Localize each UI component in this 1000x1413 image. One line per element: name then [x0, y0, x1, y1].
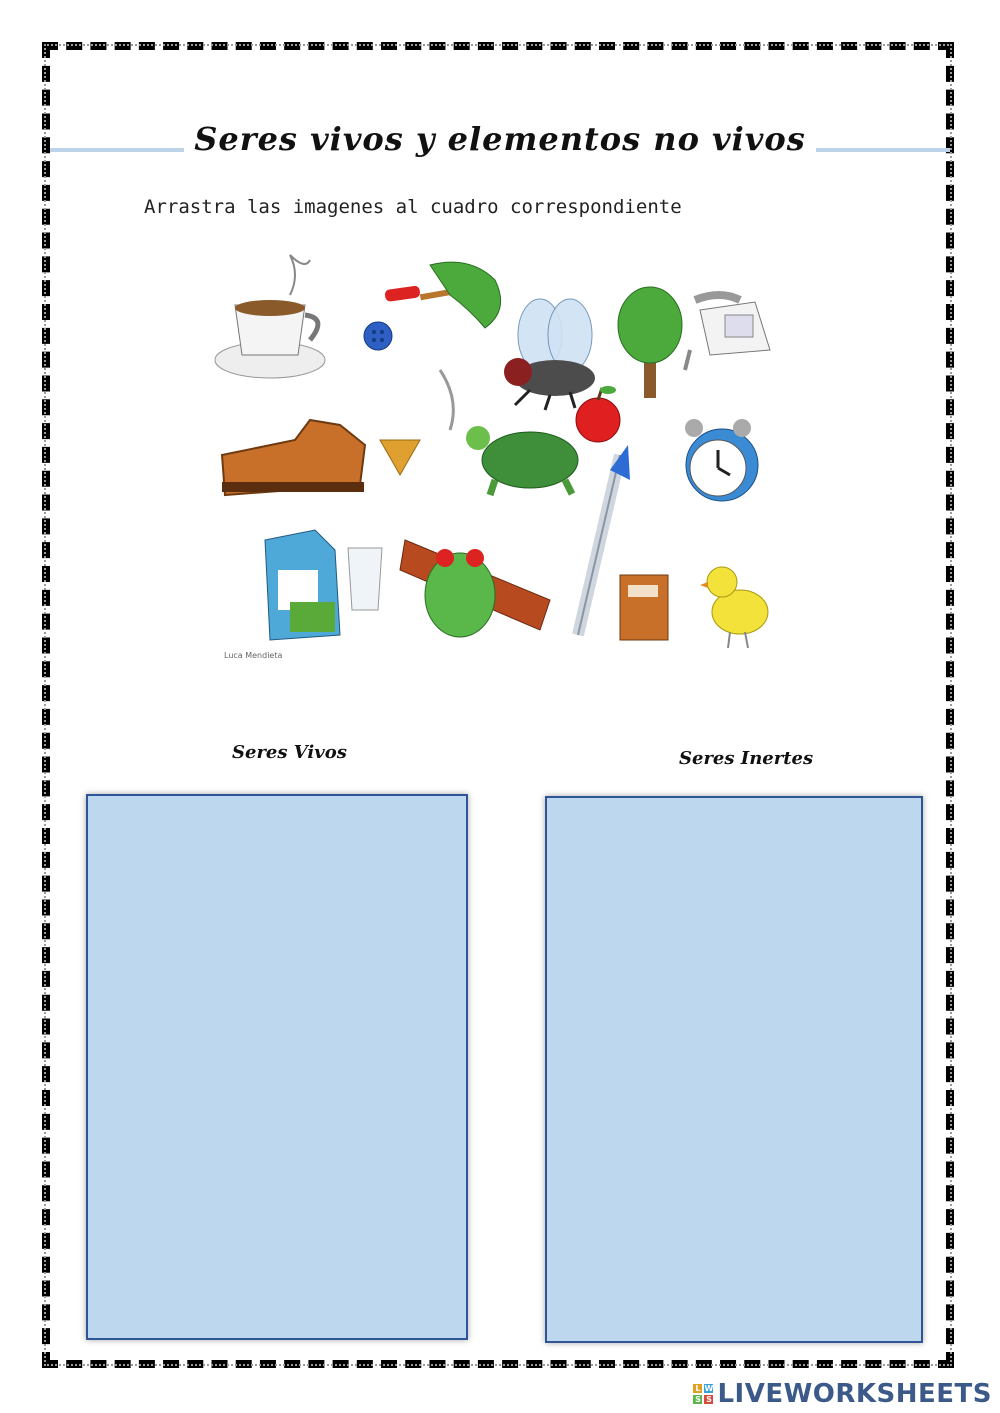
drop-zone-inert[interactable]: [545, 796, 923, 1343]
instruction-text: Arrastra las imagenes al cuadro correspondiente: [144, 196, 682, 218]
heading-living-beings: Seres Vivos: [232, 742, 347, 763]
drop-zone-living[interactable]: [86, 794, 468, 1340]
chick-image[interactable]: [700, 567, 768, 648]
button-image[interactable]: [364, 322, 392, 350]
cup-image[interactable]: [215, 255, 325, 378]
tree-image[interactable]: [618, 287, 682, 398]
milk-carton-image[interactable]: [265, 530, 340, 640]
book-image[interactable]: [620, 575, 668, 640]
image-credit: Luca Mendieta: [224, 651, 283, 660]
page-title: Seres vivos y elementos no vivos: [0, 120, 1000, 158]
lipstick-image[interactable]: [384, 285, 420, 302]
apple-image[interactable]: [576, 386, 620, 442]
heading-inert-beings: Seres Inertes: [679, 748, 814, 769]
brand-name: LIVEWORKSHEETS: [717, 1379, 992, 1409]
shoe-image[interactable]: [222, 420, 365, 495]
frog-image[interactable]: [400, 540, 550, 637]
turtle-image[interactable]: [466, 426, 578, 495]
paint-brush-image[interactable]: [420, 262, 501, 328]
alarm-clock-image[interactable]: [685, 419, 758, 501]
logo-mark-icon: L W S S: [695, 1384, 714, 1404]
glass-image[interactable]: [348, 548, 382, 610]
spinning-top-image[interactable]: [380, 370, 453, 475]
fly-image[interactable]: [504, 299, 595, 410]
liveworksheets-logo: [693, 1378, 992, 1410]
objects-illustration: [210, 240, 810, 670]
telephone-image[interactable]: [685, 295, 770, 370]
